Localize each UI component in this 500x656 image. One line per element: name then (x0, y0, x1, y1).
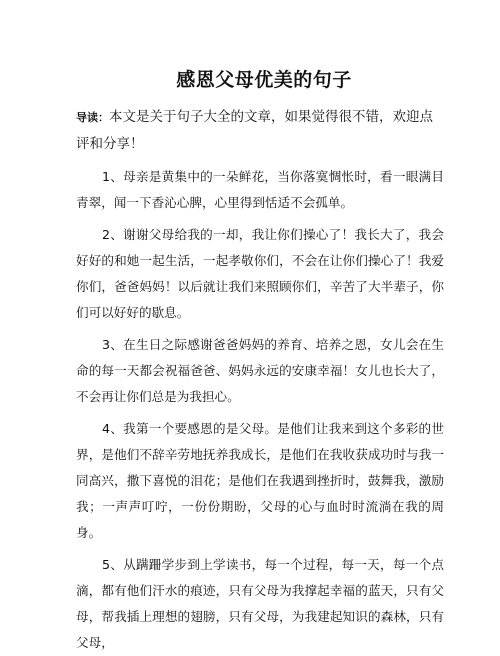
intro (76, 104, 444, 158)
intro-text: 本文是关于句子大全的文章，如果觉得很不错，欢迎点评和分享！ (76, 109, 433, 152)
paragraph-2: 2、谢谢父母给我的一却，我让你们操心了！我长大了，我会好好的和她一起生活，一起孝敬你们，不会在让你们操心了！我爱你们，爸爸妈妈！以后就让我们来照顾你们，辛苦了大半辈子，你们可以好好的歇息。 (76, 227, 444, 320)
intro-lead: 导读： (76, 111, 109, 124)
paragraph-1: 1、母亲是黄集中的一朵鲜花，当你落寞惆怅时，看一眼满目青翠，闻一下香沁心脾，心里得到恬适不会孤单。 (76, 169, 444, 210)
page-title: 感恩父母优美的句子 (176, 69, 352, 91)
paragraph-3: 3、在生日之际感谢爸爸妈妈的养育、培养之恩，女儿会在生命的每一天都会祝福爸爸、妈妈永远的安康幸福！女儿也长大了，不会再让你们总是为我担心。 (76, 337, 444, 404)
paragraph-5: 5、从蹒跚学步到上学读书，每一个过程，每一天，每一个点滴，都有他们汗水的痕迹，只有父母为我撑起幸福的蓝天，只有父母，帮我插上理想的翅膀，只有父母，为我建起知识的森林，只有父母， (76, 557, 444, 650)
paragraph-4: 4、我第一个要感恩的是父母。是他们让我来到这个多彩的世界，是他们不辞辛劳地抚养我成长，是他们在我收获成功时与我一同高兴，撒下喜悦的泪花；是他们在我遇到挫折时，鼓舞我，激励我；一声声叮咛，一份份期盼，父母的心与血时时流淌在我的周身。 (76, 421, 444, 540)
